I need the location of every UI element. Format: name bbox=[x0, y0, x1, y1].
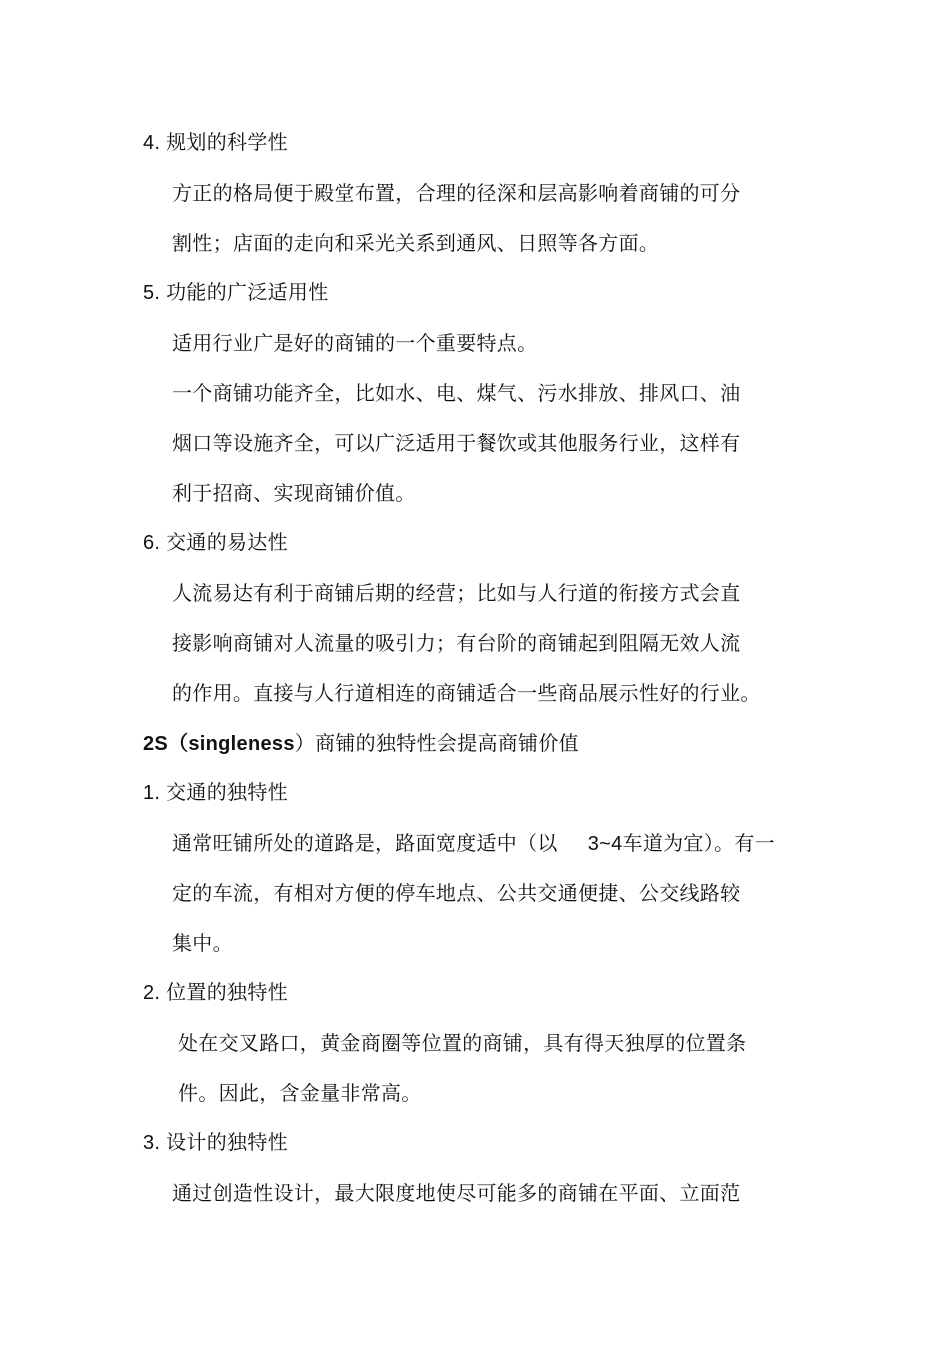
paragraph-line: 割性；店面的走向和采光关系到通风、日照等各方面。 bbox=[172, 231, 660, 255]
paragraph-text: 通常旺铺所处的道路是，路面宽度适中（以 bbox=[172, 831, 558, 855]
section-heading-4: 4. 规划的科学性 bbox=[143, 132, 288, 154]
section-heading-1: 1. 交通的独特性 bbox=[143, 782, 288, 804]
paragraph-line: 人流易达有利于商铺后期的经营；比如与人行道的衔接方式会直 bbox=[172, 581, 741, 605]
paragraph-line: 一个商铺功能齐全，比如水、电、煤气、污水排放、排风口、油 bbox=[172, 381, 741, 405]
section-heading-3: 3. 设计的独特性 bbox=[143, 1132, 288, 1154]
paragraph-line: 件。因此，含金量非常高。 bbox=[178, 1081, 422, 1105]
section-heading-6: 6. 交通的易达性 bbox=[143, 532, 288, 554]
section-heading-5: 5. 功能的广泛适用性 bbox=[143, 282, 329, 304]
section-heading-2: 2. 位置的独特性 bbox=[143, 982, 288, 1004]
paragraph-line: 定的车流，有相对方便的停车地点、公共交通便捷、公交线路较 bbox=[172, 881, 741, 905]
major-heading-prefix: 2S（singleness bbox=[143, 733, 295, 755]
paragraph-line: 适用行业广是好的商铺的一个重要特点。 bbox=[172, 331, 538, 355]
paragraph-line: 的作用。直接与人行道相连的商铺适合一些商品展示性好的行业。 bbox=[172, 681, 761, 705]
lane-count: 3~4 bbox=[587, 833, 623, 855]
major-heading-rest: ）商铺的独特性会提高商铺价值 bbox=[294, 731, 579, 755]
paragraph-line: 方正的格局便于殿堂布置，合理的径深和层高影响着商铺的可分 bbox=[172, 181, 741, 205]
paragraph-line: 处在交叉路口，黄金商圈等位置的商铺，具有得天独厚的位置条 bbox=[178, 1031, 747, 1055]
paragraph-line: 集中。 bbox=[172, 931, 233, 955]
paragraph-line: 烟口等设施齐全，可以广泛适用于餐饮或其他服务行业，这样有 bbox=[172, 431, 741, 455]
paragraph-line: 通过创造性设计，最大限度地使尽可能多的商铺在平面、立面范 bbox=[172, 1181, 741, 1205]
paragraph-line: 利于招商、实现商铺价值。 bbox=[172, 481, 416, 505]
paragraph-line: 接影响商铺对人流量的吸引力；有台阶的商铺起到阻隔无效人流 bbox=[172, 631, 741, 655]
paragraph-line bbox=[172, 831, 775, 856]
major-heading-2s bbox=[143, 731, 579, 756]
paragraph-text: 车道为宜）。有一 bbox=[622, 831, 775, 855]
